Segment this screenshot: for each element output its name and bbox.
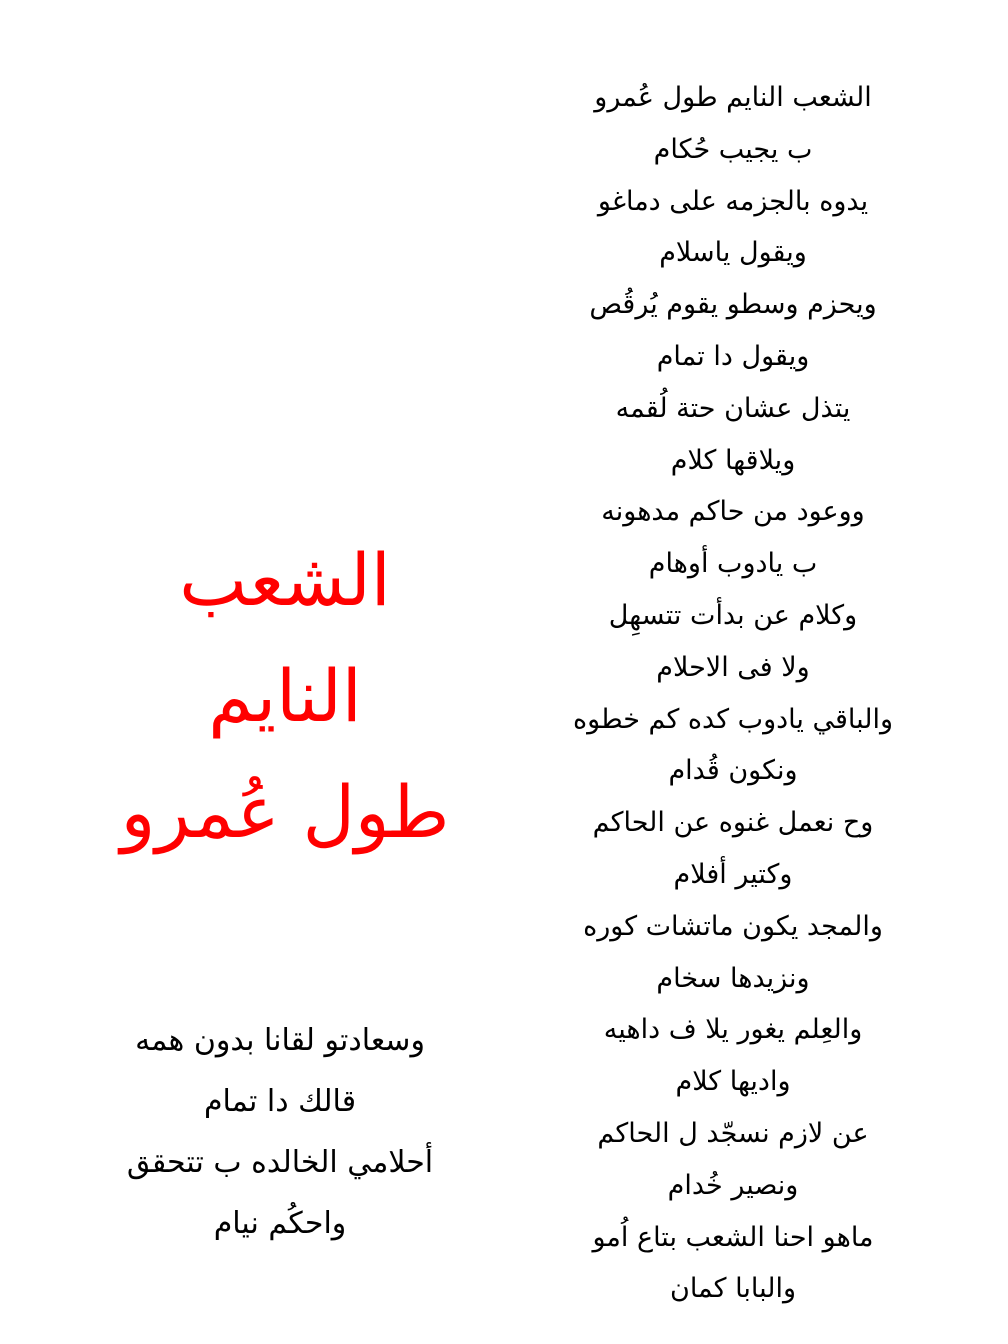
stanza-line-1: وسعادتو لقانا بدون همه <box>135 1023 425 1058</box>
poem-line-13: والباقي يادوب كده كم خطوه <box>572 703 894 735</box>
poem-title <box>40 522 530 870</box>
poem-line-5: ويحزم وسطو يقوم يُرقُص <box>589 289 877 321</box>
poem-line-2: ب يجيب حُكام <box>653 133 813 165</box>
poem-line-19: والعِلم يغور يلا ف داهيه <box>603 1014 863 1046</box>
poem-line-12: ولا فى الاحلام <box>656 651 810 683</box>
stanza-line-3: أحلامي الخالده ب تتحقق <box>126 1145 434 1180</box>
poem-line-10: ب يادوب أوهام <box>648 548 818 580</box>
title-line-3: طول عُمرو <box>120 770 450 854</box>
poem-line-4: ويقول ياسلام <box>659 237 807 269</box>
poem-line-6: ويقول دا تمام <box>656 340 810 372</box>
poem-line-9: ووعود من حاكم مدهونه <box>601 496 865 528</box>
poem-column <box>548 72 918 1315</box>
poem-line-22: ونصير خُدام <box>667 1169 799 1201</box>
poem-line-20: واديها كلام <box>675 1066 791 1098</box>
poem-line-14: ونكون قُدام <box>668 755 798 787</box>
poem-line-11: وكلام عن بدأت تتسهِل <box>608 599 858 631</box>
poem-line-18: ونزيدها سخام <box>656 962 810 994</box>
poem-line-8: ويلاقها كلام <box>670 444 796 476</box>
poem-line-24: والبابا كمان <box>670 1273 796 1305</box>
poem-line-17: والمجد يكون ماتشات كوره <box>583 910 883 942</box>
poem-line-16: وكتير أفلام <box>673 858 793 890</box>
stanza-line-4: واحكُم نيام <box>213 1206 347 1241</box>
poem-line-21: عن لازم نسجّد ل الحاكم <box>597 1117 869 1149</box>
poem-line-23: ماهو احنا الشعب بتاع اُمو <box>592 1221 874 1253</box>
poem-line-1: الشعب النايم طول عُمرو <box>594 82 872 113</box>
poem-line-7: يتذل عشان حتة لُقمه <box>615 392 851 424</box>
poem-line-15: وح نعمل غنوه عن الحاكم <box>592 807 874 839</box>
stanza-line-2: قالك دا تمام <box>203 1084 357 1119</box>
title-line-2: النايم <box>208 654 362 738</box>
closing-stanza <box>70 1010 490 1254</box>
title-line-1: الشعب <box>179 538 391 622</box>
poem-line-3: يدوه بالجزمه على دماغو <box>597 185 869 217</box>
